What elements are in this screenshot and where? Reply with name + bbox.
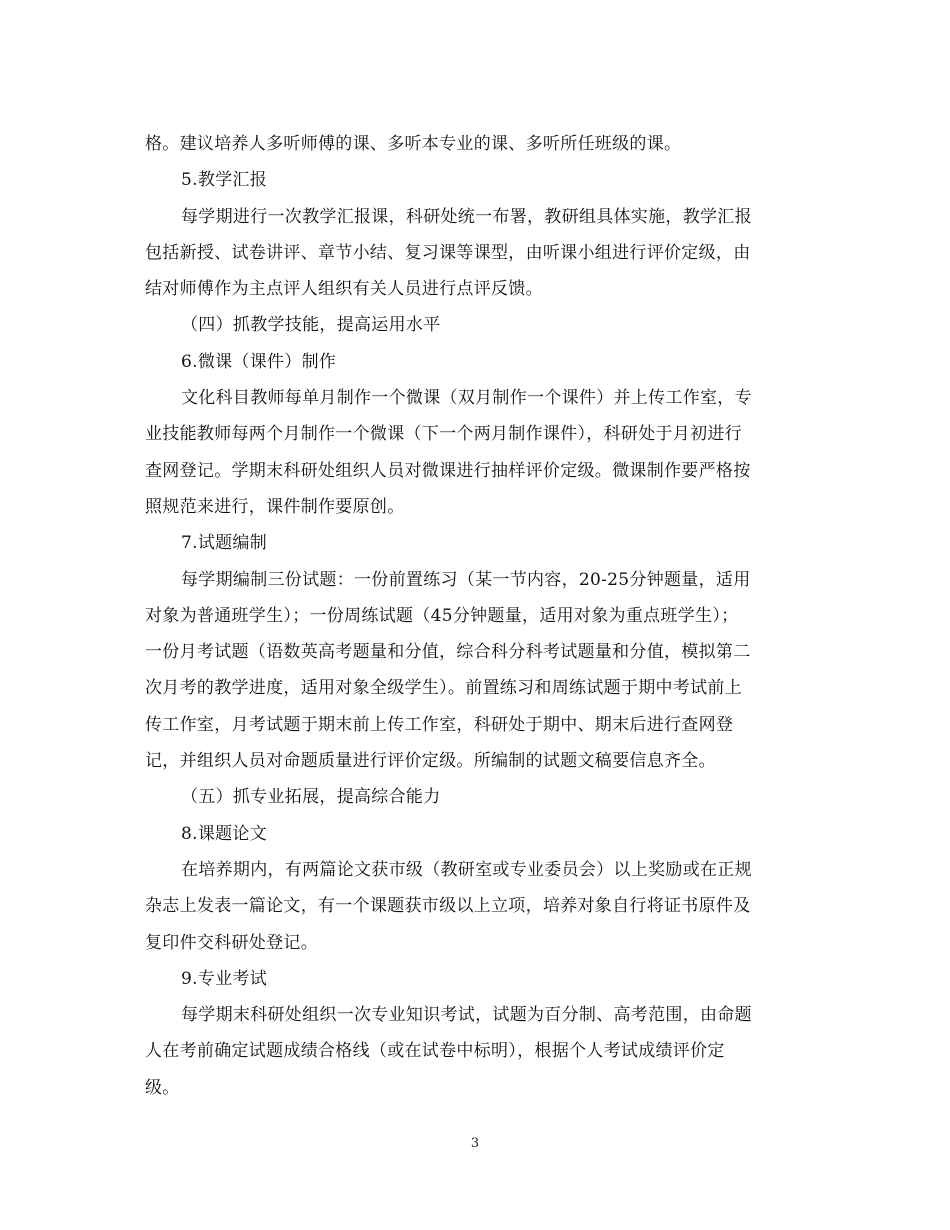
text-line: 格。建议培养人多听师傅的课、多听本专业的课、多听所任班级的课。 [145,134,682,154]
text-line: 照规范来进行，课件制作要原创。 [145,496,405,517]
text-line: 查网登记。学期末科研处组织人员对微课进行抽样评价定级。微课制作要严格按 [145,460,751,481]
text-line: 9.专业考试 [181,968,268,989]
text-line: 杂志上发表一篇论文，有一个课题获市级以上立项，培养对象自行将证书原件及 [145,896,751,917]
text-line: 每学期末科研处组织一次专业知识考试，试题为百分制、高考范围，由命题 [181,1005,752,1026]
text-line: （五）抓专业拓展，提高综合能力 [181,787,441,808]
document-body [145,126,805,1106]
text-line: 7.试题编制 [181,533,268,554]
text-line: 一份月考试题（语数英高考题量和分值，综合科分科考试题量和分值，模拟第二 [145,642,751,663]
text-line: 级。 [145,1077,180,1098]
text-line: 8.课题论文 [181,823,268,844]
text-line: 复印件交科研处登记。 [145,932,318,953]
text-line: 结对师傅作为主点评人组织有关人员进行点评反馈。 [145,279,543,300]
text-line: 业技能教师每两个月制作一个微课（下一个两月制作课件），科研处于月初进行 [145,424,742,445]
text-line: 6.微课（课件）制作 [181,351,337,372]
text-line: 文化科目教师每单月制作一个微课（双月制作一个课件）并上传工作室，专 [181,388,752,409]
text-line: 人在考前确定试题成绩合格线（或在试卷中标明），根据个人考试成绩评价定 [145,1041,725,1062]
text-line: （四）抓教学技能，提高运用水平 [181,315,441,336]
text-line: 对象为普通班学生）；一份周练试题（45分钟题量，适用对象为重点班学生）； [145,605,739,626]
text-line: 每学期进行一次教学汇报课，科研处统一布署，教研组具体实施，教学汇报 [181,206,752,227]
text-line: 在培养期内，有两篇论文获市级（教研室或专业委员会）以上奖励或在正规 [181,859,752,880]
text-line: 次月考的教学进度，适用对象全级学生）。前置练习和周练试题于期中考试前上 [145,678,742,699]
text-line: 记，并组织人员对命题质量进行评价定级。所编制的试题文稿要信息齐全。 [145,751,716,772]
text-line: 每学期编制三份试题：一份前置练习（某一节内容，20-25分钟题量，适用 [181,569,751,590]
page-number: 3 [470,1136,480,1151]
text-line: 包括新授、试卷讲评、章节小结、复习课等课型，由听课小组进行评价定级，由 [145,242,751,263]
text-line: 传工作室，月考试题于期末前上传工作室，科研处于期中、期末后进行查网登 [145,714,734,735]
text-line: 5.教学汇报 [181,170,268,191]
